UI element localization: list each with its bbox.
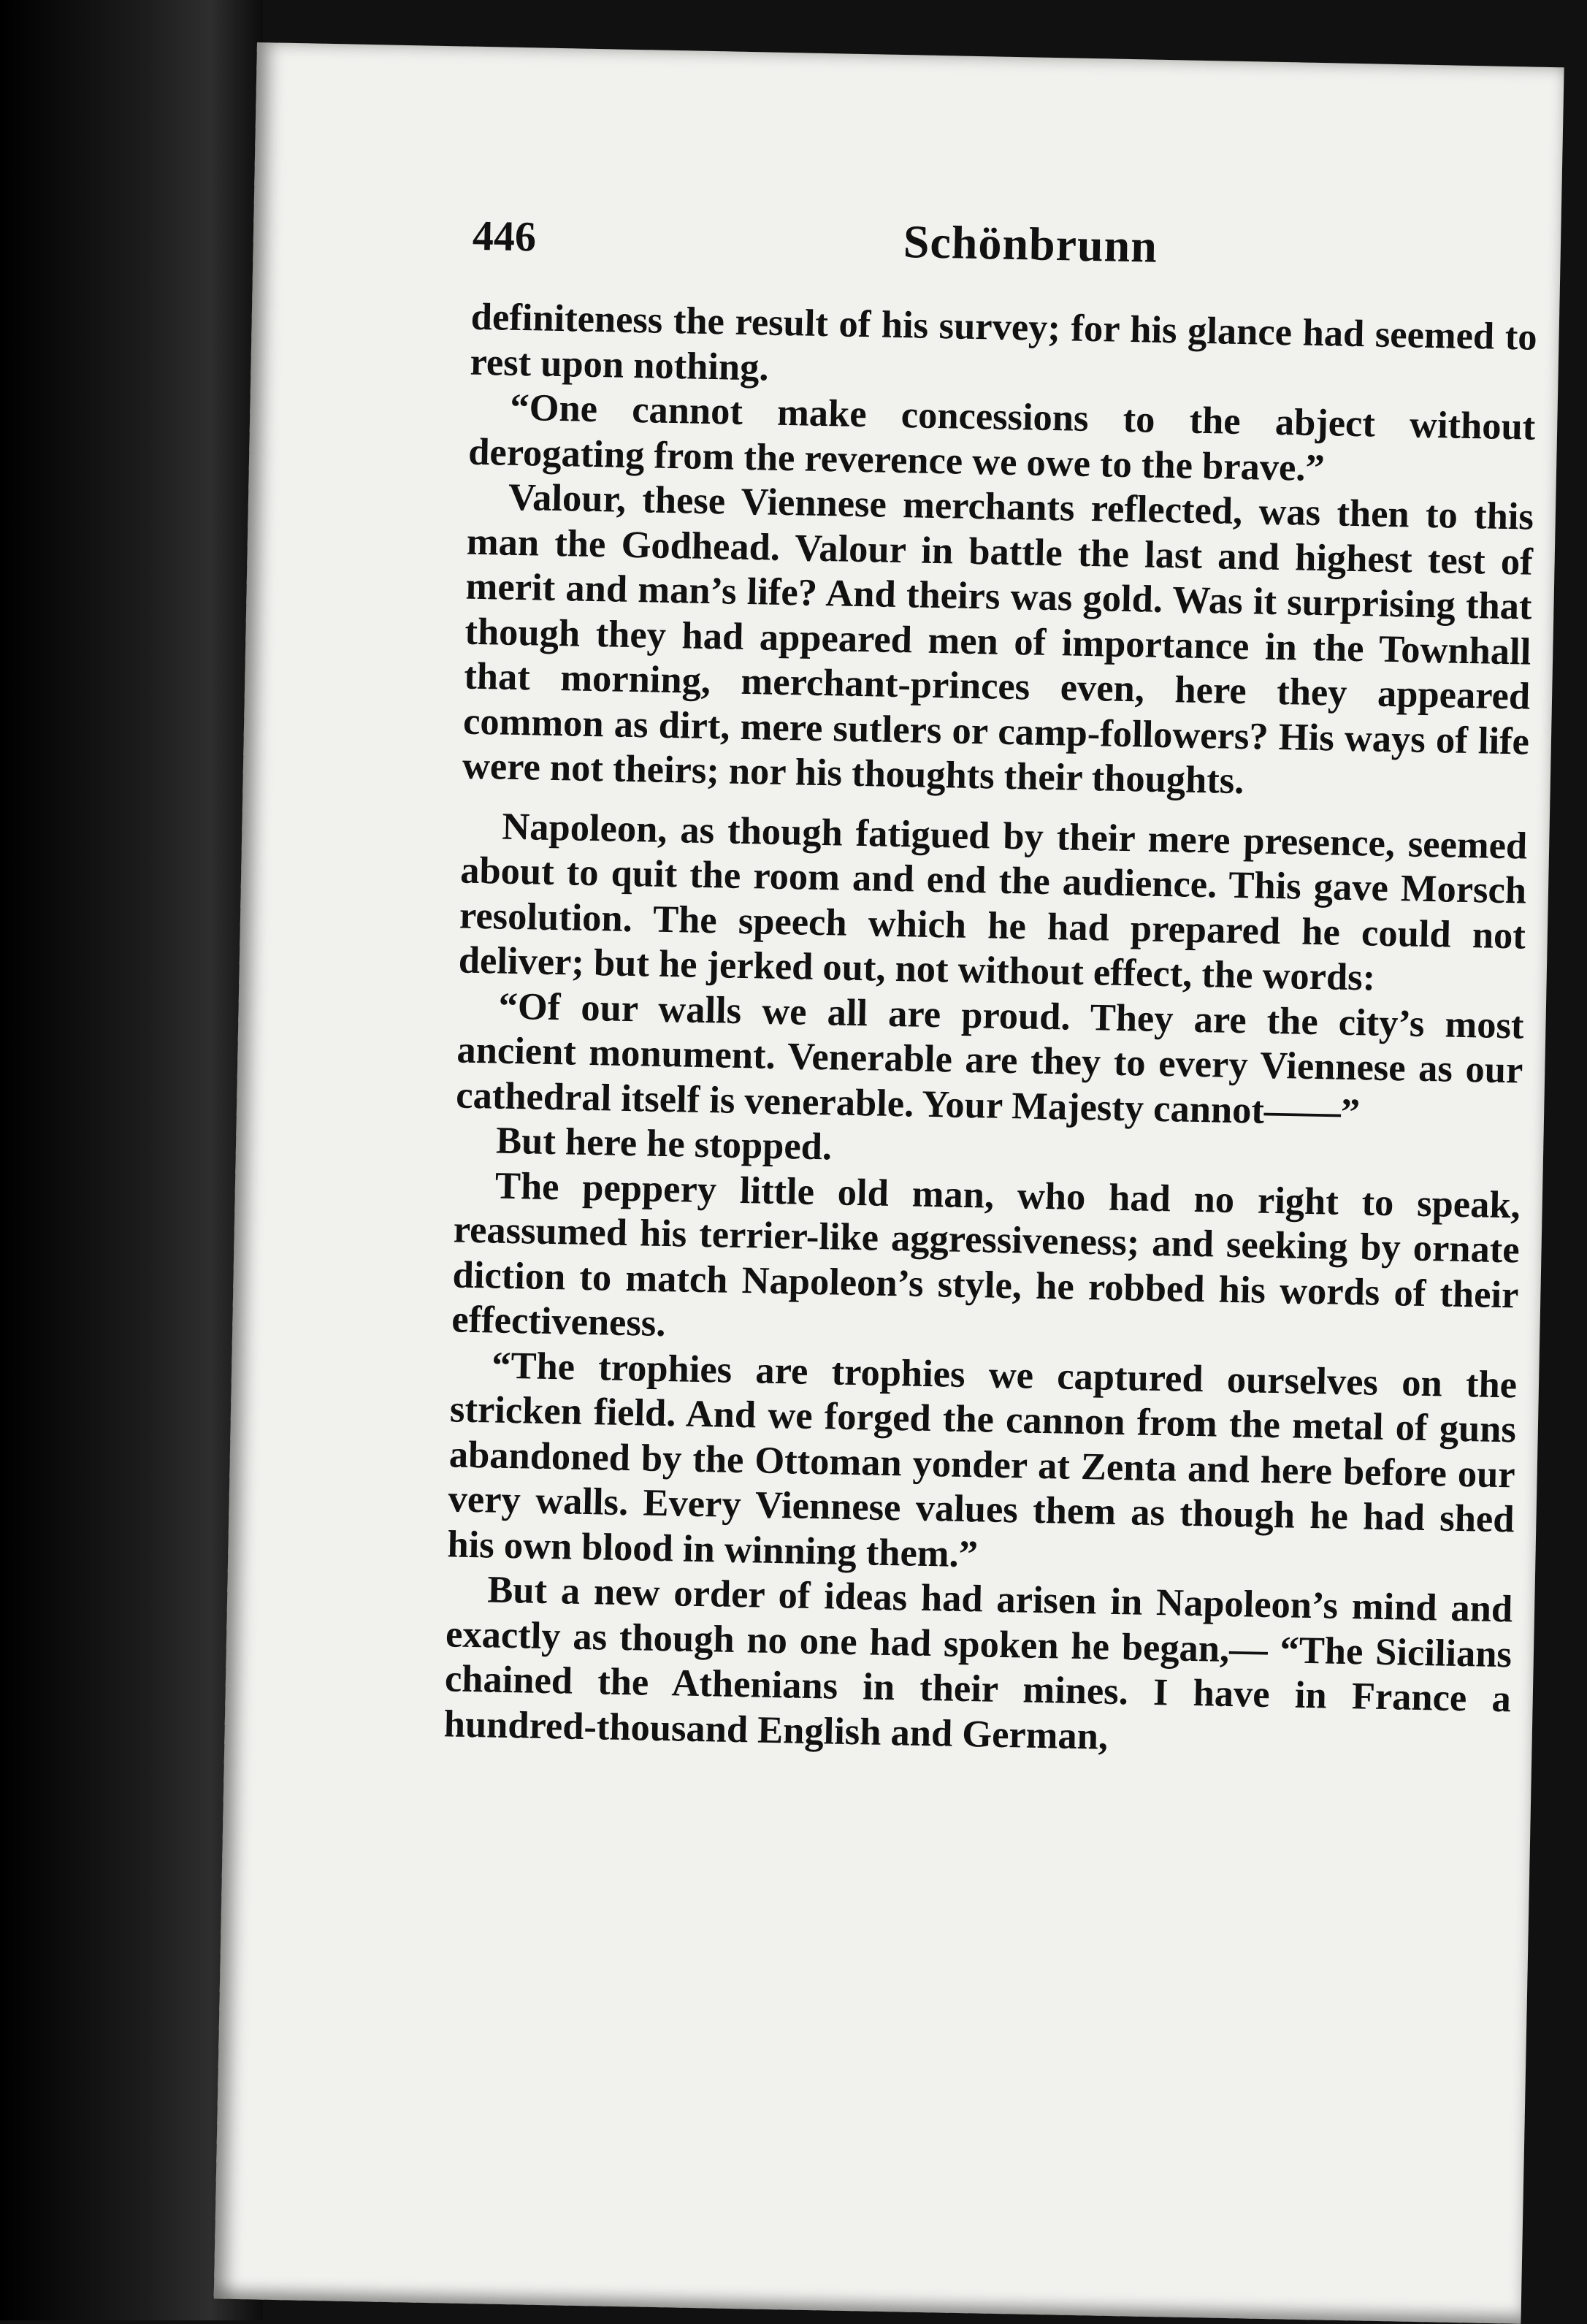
running-head [472,196,1561,287]
book-page [214,42,1564,2324]
page-content [443,196,1561,1767]
paragraph-6: But here he stopped. [495,1119,833,1169]
paragraph-3: Valour, these Viennese merchants reflected, was then to this man the Godhead. Valour in battle the last and highest test of merit and man’s life? And theirs was gold. Was it surprising that though they had appeared men of importance in the Townhall that morning, merchant-princes even, here they appeared common as dirt, mere sutlers or camp-followers? His ways of life were not theirs; nor his thoughts their thoughts. [462,475,1534,803]
running-title: Schönbrunn [903,215,1158,272]
paragraph-7: The peppery little old man, who had no right to speak, reassumed his terrier-like aggressiveness; and seeking by ornate diction to match Napoleon’s style, he robbed his words of their effectiveness. [451,1164,1521,1345]
paragraph-8: “The trophies are trophies we captured ourselves on the stricken field. And we forged the cannon from the metal of guns abandoned by the Ottoman yonder at Zenta and here before our very walls. Every Viennese values them as though he had shed his own blood in winning them.” [447,1344,1518,1575]
body-text [443,295,1537,1767]
paragraph-2: “One cannot make concessions to the abject without derogating from the reverence we owe to the brave.” [467,386,1536,489]
paragraph-1: definiteness the result of his survey; for his glance had seemed to rest upon nothing. [470,295,1538,389]
page-number: 446 [472,211,537,261]
paragraph-4: Napoleon, as though fatigued by their mere presence, seemed about to quit the room and end the audience. This gave Morsch resolution. The speech which he had prepared he could not deliver; but he jerked out, not without effect, the words: [458,805,1528,999]
paragraph-9: But a new order of ideas had arisen in Napoleon’s mind and exactly as though no one had spoken he began,— “The Sicilians chained the Athenians in their mines. I have in France a hundred-thousand English and German, [443,1568,1513,1758]
paragraph-5: “Of our walls we all are proud. They are the city’s most ancient monument. Venerable are they to every Viennese as our cathedral itself is venerable. Your Majesty cannot——” [455,985,1525,1134]
